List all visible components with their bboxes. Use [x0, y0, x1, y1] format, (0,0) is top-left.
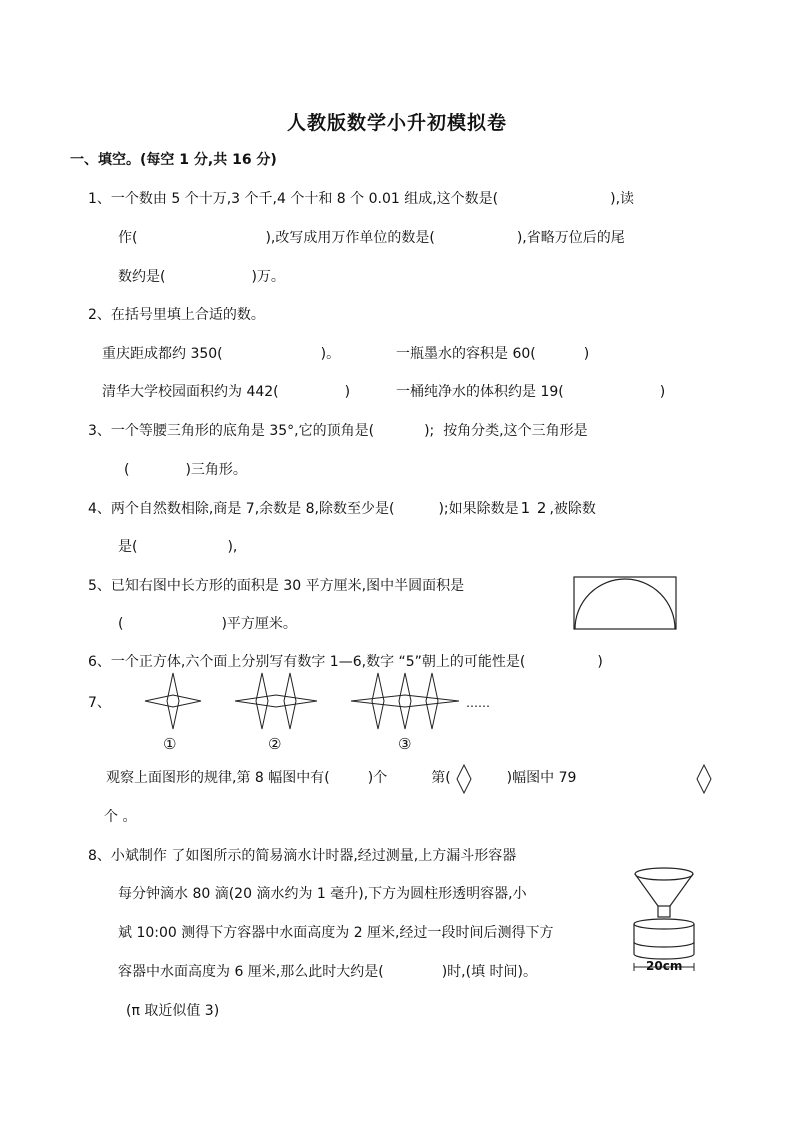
q1-line3	[118, 267, 285, 287]
q2-b-post: )	[583, 346, 590, 362]
q6-text-b: )	[597, 654, 603, 670]
q3-text-e: )三角形。	[185, 462, 247, 478]
q4-line2	[118, 537, 237, 557]
q2-item-b	[396, 344, 589, 364]
q4-text-d: 是(	[118, 539, 138, 555]
q4-text-a: 4、两个自然数相除,商是 7,余数是 8,除数至少是(	[88, 501, 395, 517]
q3-text-b: );	[424, 423, 435, 439]
q1-text-f: 数约是(	[118, 269, 166, 285]
q4-text-c: ,被除数	[549, 501, 596, 517]
q8-text-b: )时,(填 时间)。	[441, 964, 538, 980]
q2-item-c	[102, 382, 350, 402]
figure-width-label: 20cm	[646, 959, 683, 973]
section-heading: 一、填空。(每空 1 分,共 16 分)	[70, 152, 277, 168]
q8-line4	[118, 962, 537, 982]
pattern-label-2: ②	[268, 735, 282, 753]
page-title: 人教版数学小升初模拟卷	[286, 112, 507, 134]
q4-text-b: );如果除数是	[438, 501, 519, 517]
q6-text-a: 6、一个正方体,六个面上分别写有数字 1—6,数字 “5”朝上的可能性是(	[88, 654, 526, 670]
q5-text-a: (	[118, 616, 124, 632]
pattern-label-3: ③	[398, 735, 412, 753]
q2-b-pre: 一瓶墨水的容积是 60(	[396, 346, 536, 362]
q1-text-g: )万。	[251, 269, 285, 285]
q2-item-a	[102, 344, 340, 364]
q8-line3: 斌 10:00 测得下方容器中水面高度为 2 厘米,经过一段时间后测得下方	[118, 925, 554, 941]
q1-text-c: 作(	[118, 230, 138, 246]
q7-number: 7、	[88, 695, 111, 711]
q2-a-post: )。	[320, 346, 341, 362]
q5-line1: 5、已知右图中长方形的面积是 30 平方厘米,图中半圆面积是	[88, 578, 465, 594]
q1-line1	[88, 189, 634, 209]
q3-text-d: (	[124, 462, 130, 478]
q7-text-d: )幅图中 79	[506, 770, 577, 786]
q1-text-e: ),省略万位后的尾	[516, 230, 625, 246]
q8-line2: 每分钟滴水 80 滴(20 滴水约为 1 毫升),下方为圆柱形透明容器,小	[118, 886, 527, 902]
q2-c-post: )	[344, 384, 351, 400]
q8-line1: 8、小斌制作 了如图所示的简易滴水计时器,经过测量,上方漏斗形容器	[88, 848, 517, 864]
q4-line1	[88, 498, 596, 519]
q1-text-b: ),读	[610, 191, 635, 207]
q3-line1	[88, 421, 588, 441]
q8-text-a: 容器中水面高度为 6 厘米,那么此时大约是(	[118, 964, 384, 980]
q5-line2	[118, 614, 297, 634]
pattern-figure-2	[234, 672, 318, 730]
pattern-figure-1	[144, 672, 202, 730]
rhombus-icon	[456, 764, 472, 794]
q4-text-e: ),	[227, 539, 238, 555]
q3-line2	[124, 460, 247, 480]
q7-line2	[106, 768, 576, 788]
pattern-label-1: ①	[163, 735, 177, 753]
q1-text-a: 1、一个数由 5 个十万,3 个千,4 个十和 8 个 0.01 组成,这个数是(	[88, 191, 499, 207]
q2-a-pre: 重庆距成都约 350(	[102, 346, 223, 362]
rhombus-icon	[696, 764, 712, 794]
q7-line3: 个 。	[104, 809, 137, 825]
q1-line2	[118, 228, 625, 248]
q6-line1	[88, 652, 603, 672]
pattern-ellipsis: ……	[466, 696, 490, 710]
q3-text-c: 按角分类,这个三角形是	[443, 423, 588, 439]
q3-text-a: 3、一个等腰三角形的底角是 35°,它的顶角是(	[88, 423, 375, 439]
q1-text-d: ),改写成用万作单位的数是(	[265, 230, 435, 246]
q2-d-pre: 一桶纯净水的体积约是 19(	[396, 384, 564, 400]
q2-d-post: )	[659, 384, 666, 400]
q2-intro: 2、在括号里填上合适的数。	[88, 307, 265, 323]
q7-text-b: )个	[367, 770, 388, 786]
semicircle-rectangle-figure	[573, 576, 677, 630]
q7-text-c: 第(	[431, 770, 451, 786]
q7-text-a: 观察上面图形的规律,第 8 幅图中有(	[106, 770, 330, 786]
q8-line5: (π 取近似值 3)	[126, 1003, 220, 1019]
q4-divisor-value: 1 2	[520, 499, 548, 517]
q5-text-b: )平方厘米。	[221, 616, 297, 632]
q2-c-pre: 清华大学校园面积约为 442(	[102, 384, 279, 400]
pattern-figure-3	[350, 672, 460, 730]
q2-item-d	[396, 382, 665, 402]
